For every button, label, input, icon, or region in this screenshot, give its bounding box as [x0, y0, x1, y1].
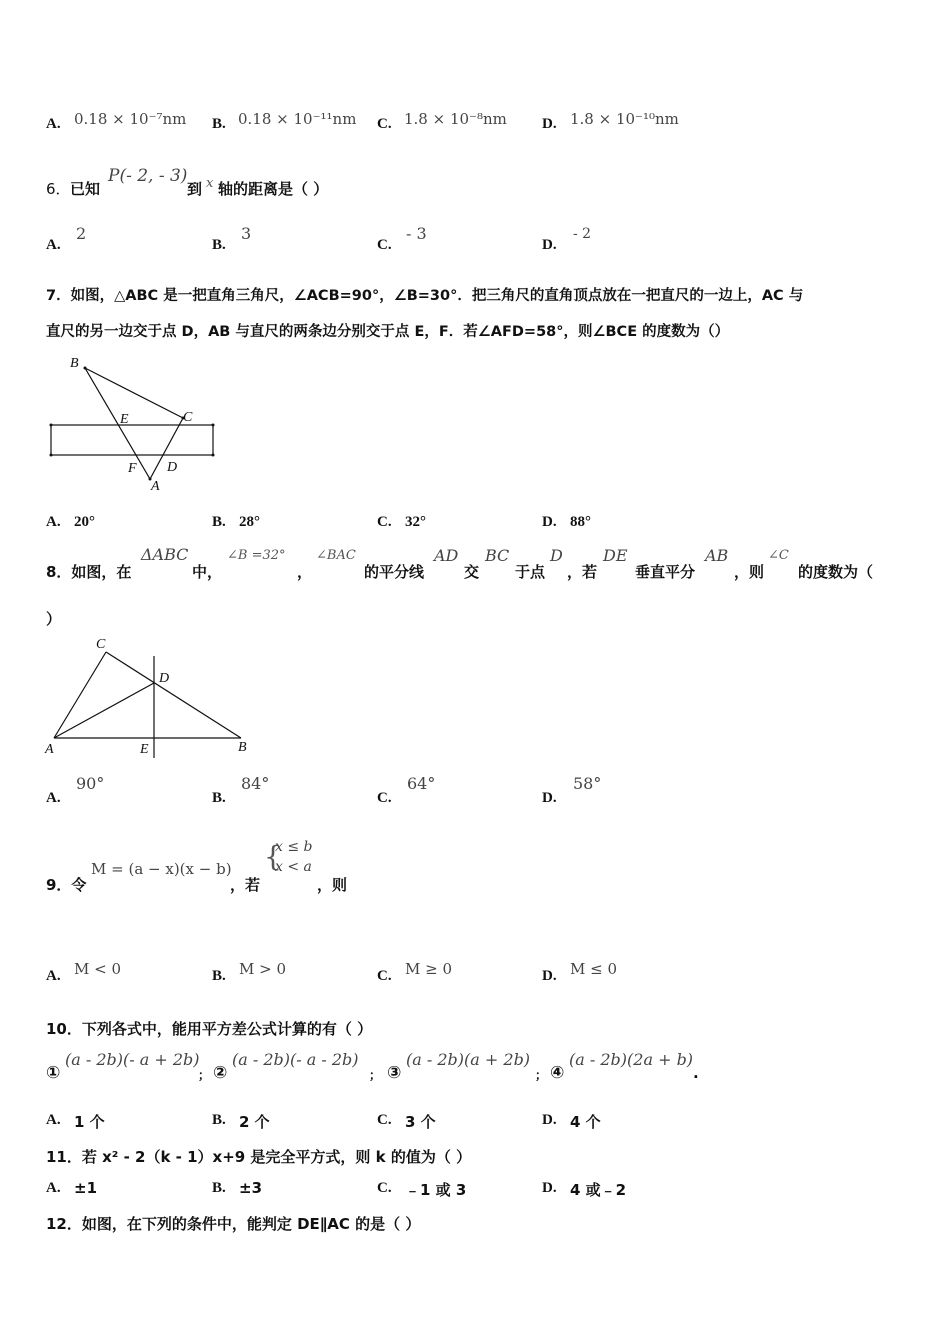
q10-option-c-letter: C. [377, 1112, 392, 1128]
q9-text-start: 9．令 [46, 876, 87, 894]
q9-option-a-value: M < 0 [74, 960, 122, 978]
q8-option-b-letter: B. [212, 790, 226, 806]
q8-label-c: C [96, 637, 106, 652]
q7-label-a: A [151, 479, 160, 494]
q9-option-d-letter: D. [542, 968, 557, 984]
q6-option-c-letter: C. [377, 237, 392, 253]
q5-option-b-value: 0.18 × 10⁻¹¹nm [238, 110, 357, 128]
q9-option-d-value: M ≤ 0 [570, 960, 618, 978]
q10-item-3-sep: ； [535, 1068, 548, 1082]
q11-stem: 11．若 x² - 2（k - 1）x+9 是完全平方式，则 k 的值为（ ） [46, 1148, 472, 1166]
q6-text-3: 轴的距离是（ ） [218, 180, 329, 198]
q8-text-ruo: ，若 [567, 563, 598, 581]
q7-label-f: F [128, 461, 137, 476]
q5-option-d-letter: D. [542, 116, 557, 132]
q6-option-d-letter: D. [542, 237, 557, 253]
q8-label-d: D [159, 671, 170, 686]
q8-text-in: 中， [192, 563, 223, 581]
q5-option-c-letter: C. [377, 116, 392, 132]
q7-option-b-letter: B. [212, 514, 226, 530]
q7-option-c-value: 32° [405, 514, 426, 530]
q7-label-d: D [167, 460, 178, 475]
q9-text-ruo: ，若 [230, 876, 261, 894]
q6-option-c-value: - 3 [406, 224, 427, 243]
q8-math-d: D [550, 546, 563, 565]
q8-text-yudian: 于点 [515, 563, 546, 581]
q8-math-de: DE [603, 546, 628, 565]
q7-stem-line-1: 7．如图，△ABC 是一把直角三角尺，∠ACB=90°，∠B=30°．把三角尺的直角顶点放在一把直尺的一边上，AC 与 [46, 288, 804, 304]
q6-point: P(- 2, - 3) [108, 166, 188, 186]
q8-option-a-letter: A. [46, 790, 61, 806]
q7-option-c-letter: C. [377, 514, 392, 530]
q12-stem: 12．如图，在下列的条件中，能判定 DE∥AC 的是（ ） [46, 1215, 421, 1233]
q6-option-a-letter: A. [46, 237, 61, 253]
q10-item-2-sep: ； [369, 1068, 382, 1082]
q10-option-a-letter: A. [46, 1112, 61, 1128]
q9-math-definition: M = (a − x)(x − b) [91, 860, 232, 878]
q6-option-b-value: 3 [241, 224, 252, 243]
q8-text-bisector: 的平分线 [364, 563, 425, 581]
q10-item-4-expr: (a - 2b)(2a + b) [569, 1050, 694, 1069]
q7-stem-line-2: 直尺的另一边交于点 D，AB 与直尺的两条边分别交于点 E，F．若∠AFD=58°，则∠BCE 的度数为（） [46, 324, 730, 340]
q8-option-a-value: 90° [76, 774, 105, 793]
q6-number: 6． [46, 180, 71, 198]
q8-option-d-value: 58° [573, 774, 602, 793]
q9-brace: { [264, 840, 282, 873]
q7-label-b: B [70, 356, 79, 371]
q9-option-b-letter: B. [212, 968, 226, 984]
q6-axis: x [206, 176, 214, 191]
q8-math-ab: AB [705, 546, 729, 565]
q10-option-b-value: 2 个 [239, 1113, 270, 1131]
q8-text-start: 8．如图，在 [46, 563, 132, 581]
q7-option-b-value: 28° [239, 514, 260, 530]
q8-math-bac: ∠BAC [316, 548, 356, 563]
q8-label-a: A [45, 742, 54, 757]
q8-option-d-letter: D. [542, 790, 557, 806]
q7-option-a-value: 20° [74, 514, 95, 530]
q11-option-c-letter: C. [377, 1180, 392, 1196]
q8-option-c-letter: C. [377, 790, 392, 806]
q8-text-close: ） [46, 610, 62, 628]
q8-math-bc: BC [485, 546, 510, 565]
q6-option-d-value: - 2 [573, 226, 592, 242]
q10-option-d-value: 4 个 [570, 1113, 601, 1131]
q5-option-a-letter: A. [46, 116, 61, 132]
q6-option-b-letter: B. [212, 237, 226, 253]
q5-option-d-value: 1.8 × 10⁻¹⁰nm [570, 110, 679, 128]
q11-option-b-value: ±3 [239, 1179, 263, 1197]
q8-text-ze: ，则 [734, 563, 765, 581]
q8-text-end: 的度数为（ [798, 563, 874, 581]
q6-text-2: 到 [187, 180, 203, 198]
q8-label-e: E [140, 742, 149, 757]
q6-option-a-value: 2 [76, 224, 87, 243]
q7-label-e: E [120, 412, 129, 427]
q10-option-c-value: 3 个 [405, 1113, 436, 1131]
q9-text-ze: ，则 [317, 876, 348, 894]
q7-ruler [51, 425, 213, 455]
q10-item-2-expr: (a - 2b)(- a - 2b) [232, 1050, 359, 1069]
q8-math-angle-c: ∠C [768, 548, 789, 563]
q10-item-4-mark: ④ [550, 1063, 565, 1083]
q10-item-1-sep: ； [198, 1068, 211, 1082]
q10-item-2-mark: ② [213, 1063, 228, 1083]
q10-item-4-sep: . [693, 1064, 699, 1082]
q11-option-b-letter: B. [212, 1180, 226, 1196]
q9-system-line-1: x ≤ b [275, 839, 313, 855]
q11-option-d-value: 4 或﹣2 [570, 1181, 627, 1199]
q10-item-3-mark: ③ [387, 1063, 402, 1083]
q6-text-1: 已知 [70, 180, 101, 198]
q10-item-1-expr: (a - 2b)(- a + 2b) [65, 1050, 200, 1069]
q8-label-b: B [238, 740, 247, 755]
q8-text-comma: ， [297, 563, 313, 581]
q9-option-c-value: M ≥ 0 [405, 960, 453, 978]
q9-option-b-value: M > 0 [239, 960, 287, 978]
q11-option-a-letter: A. [46, 1180, 61, 1196]
q7-figure [40, 348, 230, 496]
q10-option-b-letter: B. [212, 1112, 226, 1128]
q8-text-chuizhi: 垂直平分 [635, 563, 696, 581]
q8-text-jiao: 交 [464, 563, 480, 581]
q11-option-a-value: ±1 [74, 1179, 98, 1197]
q11-option-d-letter: D. [542, 1180, 557, 1196]
q7-option-a-letter: A. [46, 514, 61, 530]
q5-option-c-value: 1.8 × 10⁻⁸nm [404, 110, 507, 128]
q10-option-d-letter: D. [542, 1112, 557, 1128]
q5-option-a-value: 0.18 × 10⁻⁷nm [74, 110, 187, 128]
q8-math-angle-b: ∠B =32° [227, 548, 286, 563]
q8-math-ad: AD [434, 546, 459, 565]
q5-option-b-letter: B. [212, 116, 226, 132]
q10-option-a-value: 1 个 [74, 1113, 105, 1131]
q7-option-d-letter: D. [542, 514, 557, 530]
q10-stem: 10．下列各式中，能用平方差公式计算的有（ ） [46, 1020, 373, 1038]
q8-math-triangle: ΔABC [141, 545, 189, 564]
q7-label-c: C [183, 410, 193, 425]
q7-option-d-value: 88° [570, 514, 591, 530]
q8-figure [40, 632, 255, 760]
q11-option-c-value: ﹣1 或 3 [405, 1181, 467, 1199]
q9-option-a-letter: A. [46, 968, 61, 984]
q8-option-c-value: 64° [407, 774, 436, 793]
q9-option-c-letter: C. [377, 968, 392, 984]
q10-item-1-mark: ① [46, 1063, 61, 1083]
q9-system-line-2: x < a [275, 859, 312, 875]
q8-option-b-value: 84° [241, 774, 270, 793]
q10-item-3-expr: (a - 2b)(a + 2b) [406, 1050, 531, 1069]
